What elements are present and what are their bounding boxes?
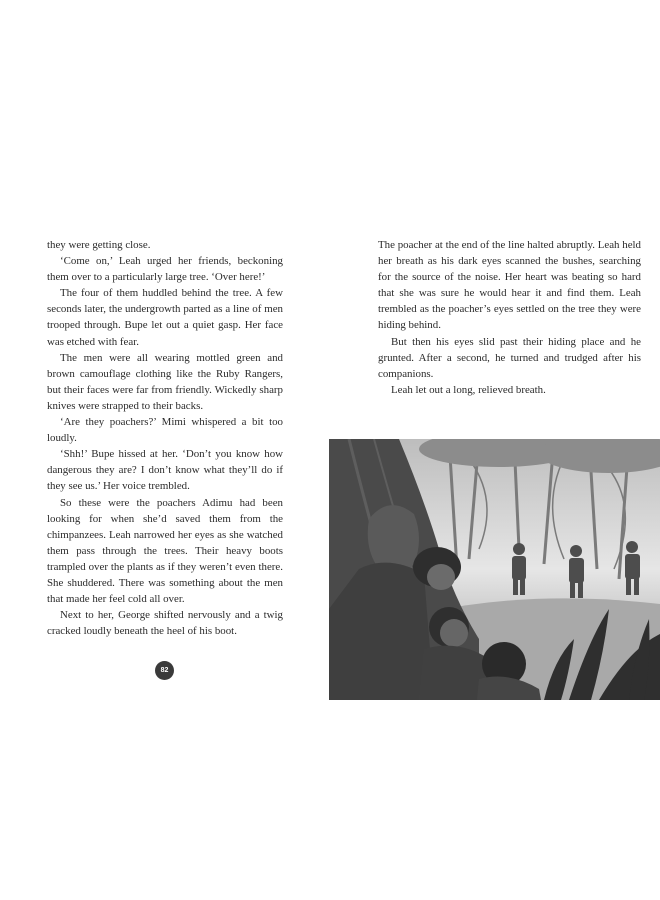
right-paragraph: But then his eyes slid past their hiding place and he grunted. After a second, he turned and trudged after his companions. — [378, 335, 641, 380]
left-paragraph: ‘Come on,’ Leah urged her friends, beckoning them over to a particularly large tree. ‘Over here!’ — [47, 255, 283, 284]
left-paragraph: they were getting close. — [47, 239, 151, 251]
left-paragraph: The four of them huddled behind the tree. A few seconds later, the undergrowth parted as a line of men trooped through. Bupe let out a quiet gasp. Her face was etched with fear. — [47, 287, 283, 348]
jungle-illustration — [329, 439, 660, 700]
right-paragraph: Leah let out a long, relieved breath. — [391, 383, 546, 396]
left-paragraph: So these were the poachers Adimu had been looking for when she’d saved them from the chimpanzees. Leah narrowed her eyes as she watched them pass through the trees. Their heavy boots trampled over the plants as if they weren’t even there. She shuddered. There was something about the men that made her feel cold all over. — [47, 496, 283, 606]
right-paragraph: The poacher at the end of the line halted abruptly. Leah held her breath as his dark eyes scanned the bushes, searching for the source of the noise. Her heart was beating so hard that she was sure he would hear it and find them. Leah trembled as the poacher’s eyes settled on the tree they were hiding behind. — [378, 239, 641, 332]
left-paragraph: The men were all wearing mottled green and brown camouflage clothing like the Ruby Rangers, but their faces were far from friendly. Wickedly sharp knives were strapped to their backs. — [47, 351, 283, 412]
left-text-column — [47, 237, 283, 639]
left-paragraph: Next to her, George shifted nervously and a twig cracked loudly beneath the heel of his boot. — [47, 609, 283, 638]
page-number: 82 — [160, 667, 169, 674]
left-paragraph: ‘Shh!’ Bupe hissed at her. ‘Don’t you know how dangerous they are? I don’t know what they’ll do if they see us.’ Her voice trembled. — [47, 448, 283, 493]
right-text-column — [378, 237, 641, 398]
left-paragraph: ‘Are they poachers?’ Mimi whispered a bit too loudly. — [47, 416, 283, 445]
page-number-badge — [155, 661, 174, 680]
illustration-svg — [329, 439, 660, 700]
